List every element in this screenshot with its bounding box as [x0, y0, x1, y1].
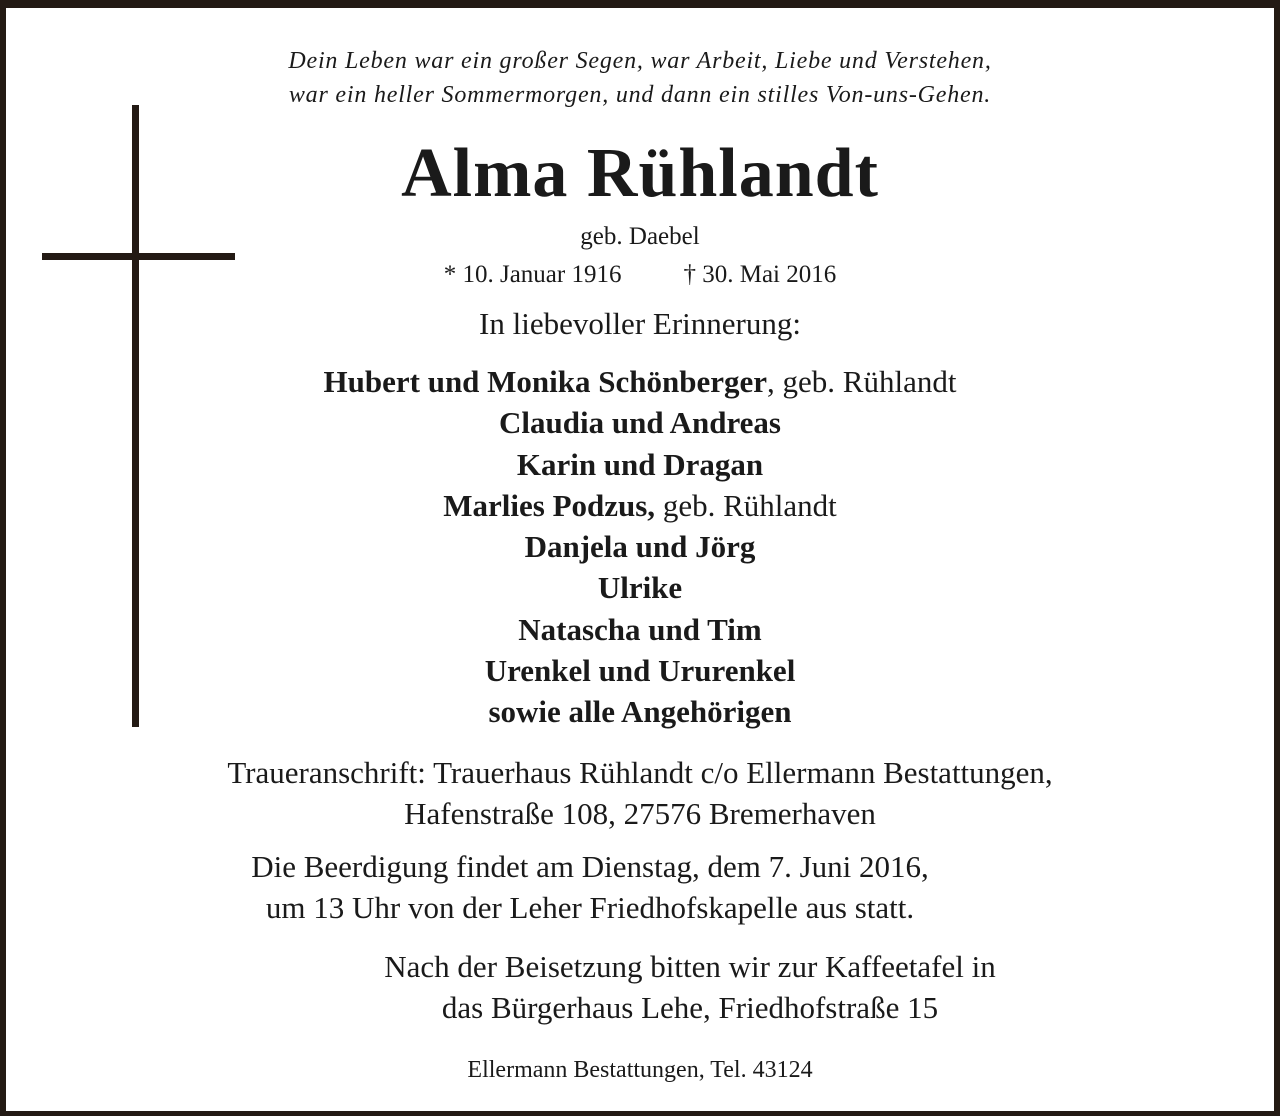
- cross-icon-horizontal-bar: [42, 253, 235, 260]
- motto-line-1: Dein Leben war ein großer Segen, war Arbeit, Liebe und Verstehen,: [288, 48, 992, 74]
- reception-line-1: Nach der Beisetzung bitten wir zur Kaffeetafel in: [384, 949, 996, 984]
- family-list: [6, 361, 1274, 733]
- family-line: Claudia und Andreas: [499, 405, 781, 441]
- reception-line-2: das Bürgerhaus Lehe, Friedhofstraße 15: [441, 990, 939, 1025]
- deceased-name: Alma Rühlandt: [401, 135, 879, 212]
- motto-verse: [6, 44, 1274, 112]
- mourning-address: [6, 752, 1274, 834]
- memory-line: In liebevoller Erinnerung:: [479, 306, 801, 341]
- funeral-info: [0, 846, 1224, 928]
- life-dates: [6, 262, 1274, 287]
- funeral-home-contact: Ellermann Bestattungen, Tel. 43124: [467, 1057, 813, 1083]
- family-line: Hubert und Monika Schönberger, geb. Rühlandt: [323, 364, 957, 399]
- address-line-1: Traueranschrift: Trauerhaus Rühlandt c/o Ellermann Bestattungen,: [227, 755, 1053, 790]
- family-line: Karin und Dragan: [516, 446, 764, 482]
- funeral-line-2: um 13 Uhr von der Leher Friedhofskapelle aus statt.: [265, 890, 915, 925]
- family-line: Marlies Podzus, geb. Rühlandt: [443, 487, 837, 523]
- address-line-2: Hafenstraße 108, 27576 Bremerhaven: [404, 796, 876, 831]
- family-line: Danjela und Jörg: [524, 529, 756, 565]
- reception-info: [56, 946, 1280, 1028]
- birth-name: geb. Daebel: [580, 223, 700, 250]
- family-line: sowie alle Angehörigen: [488, 694, 792, 730]
- motto-line-2: war ein heller Sommermorgen, und dann ein stilles Von-uns-Gehen.: [288, 82, 992, 108]
- family-line: Natascha und Tim: [518, 611, 762, 647]
- birth-date: * 10. Januar 1916: [443, 261, 622, 288]
- death-date: † 30. Mai 2016: [683, 261, 837, 288]
- family-line: Ulrike: [597, 570, 683, 606]
- family-line: Urenkel und Ururenkel: [484, 653, 796, 689]
- funeral-line-1: Die Beerdigung findet am Dienstag, dem 7. Juni 2016,: [251, 849, 929, 884]
